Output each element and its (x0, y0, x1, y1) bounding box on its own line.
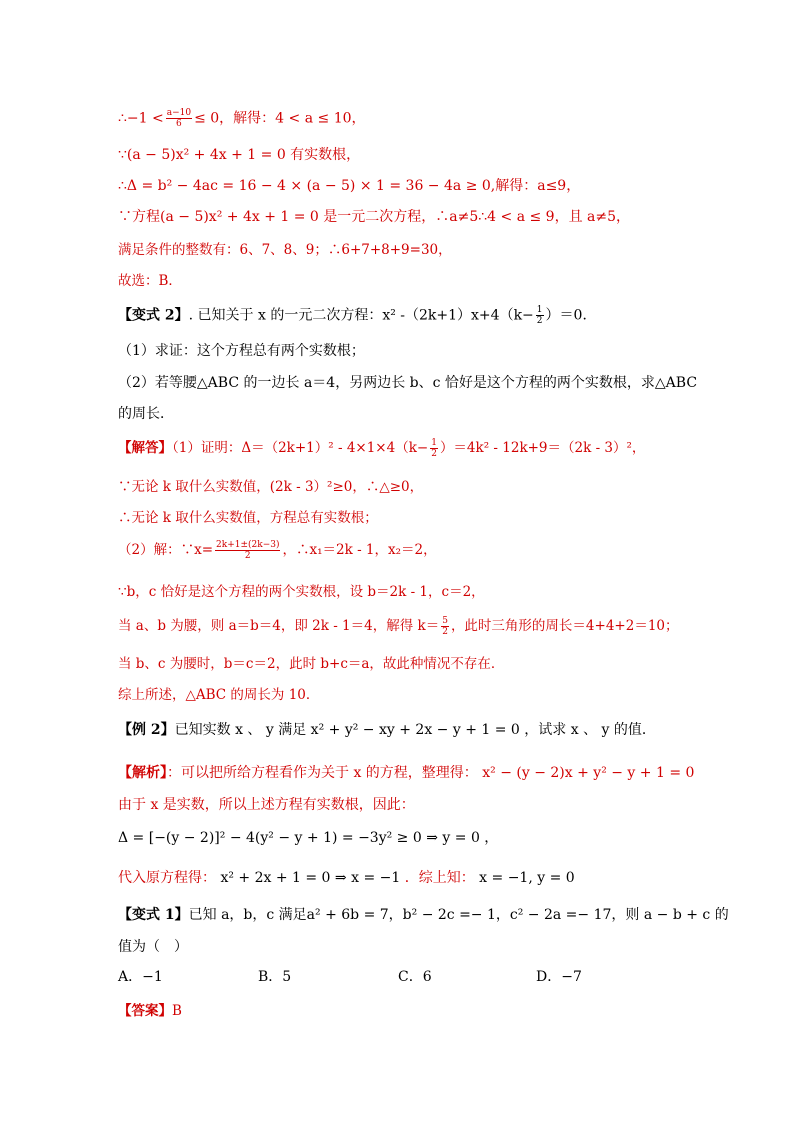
solution-line-1 (118, 108, 694, 129)
answer-line-6 (118, 616, 694, 637)
answer-line-2: ∵无论 k 取什么实数值，(2k - 3）²≥0，∴△≥0， (118, 479, 424, 495)
text-segment: 代入原方程得： (118, 870, 216, 886)
answer-line-3: ∴无论 k 取什么实数值，方程总有实数根； (118, 510, 378, 526)
solution-line-2: ∵(a − 5)x² + 4x + 1 = 0 有实数根， (118, 147, 361, 163)
choice-a: A．−1 (118, 969, 163, 985)
text-segment: x² + 2x + 1 = 0 ⇒ x = −1 (216, 870, 405, 886)
solution-line-6: 故选：B． (118, 273, 182, 289)
solution-line-3: ∴Δ = b² − 4ac = 16 − 4 × (a − 5) × 1 = 36 − 4a ≥ 0,解得：a≤9， (118, 178, 581, 194)
choice-b: B．5 (258, 969, 292, 985)
text-segment: （2）解：∵x= (118, 542, 214, 558)
example-label: 【例 2】 (118, 722, 175, 738)
answer-label: 【解答】 (118, 440, 172, 456)
fraction-denominator: 2 (442, 627, 448, 637)
fraction (441, 616, 449, 637)
fraction (430, 438, 438, 459)
choice-c: C．6 (398, 969, 432, 985)
fraction-numerator: 2k+1±(2k−3) (216, 540, 280, 550)
text-segment: ∴−1 < (118, 110, 164, 127)
analysis-line-2: 由于 x 是实数，所以上述方程有实数根，因此： (118, 797, 415, 813)
fraction-denominator: 2 (536, 316, 543, 326)
text-segment: （1）证明：Δ＝（2k+1）² - 4×1×4（k− (172, 440, 429, 456)
fraction (215, 540, 280, 561)
text-segment: 已知 a，b，c 满足a² + 6b = 7，b² − 2c =− 1，c² − 2a =− 17，则 a − b + c 的 (188, 907, 729, 923)
variant-2-question (118, 305, 694, 326)
text-segment: . 已知关于 x 的一元二次方程：x² -（2k+1）x+4（k− (188, 307, 534, 324)
analysis-label: 【解析】 (118, 765, 167, 781)
answer-line-8: 综上所述，△ABC 的周长为 10． (118, 687, 320, 703)
fraction-numerator: a−10 (166, 108, 192, 118)
analysis-line-1 (118, 763, 694, 783)
variant-1-question-line-2: 值为（ ） (118, 939, 188, 955)
answer-line-4 (118, 540, 694, 561)
variant-1-question-line-1 (118, 905, 729, 925)
example-2-question (118, 720, 694, 740)
text-segment: ，此时三角形的周长＝4+4+2＝10； (450, 618, 679, 634)
fraction-numerator: 1 (536, 305, 543, 315)
sub-question-2-line-2: 的周长． (118, 406, 174, 422)
analysis-line-4 (118, 868, 694, 888)
answer-label: 【答案】 (118, 1003, 172, 1019)
solution-line-4: ∵方程(a − 5)x² + 4x + 1 = 0 是一元二次方程，∴a≠5∴4 < a ≤ 9，且 a≠5， (118, 209, 631, 225)
text-segment: ：可以把所给方程看作为关于 x 的方程，整理得： x² − (y − 2)x + y² − y + 1 = 0 (167, 765, 695, 781)
analysis-line-3: Δ = [−(y − 2)]² − 4(y² − y + 1) = −3y² ≥ 0 ⇒ y = 0 ， (118, 830, 499, 846)
sub-question-2-line-1: （2）若等腰△ABC 的一边长 a＝4，另两边长 b、c 恰好是这个方程的两个实数根，求△ABC (118, 375, 698, 391)
answer-line-5: ∵b，c 恰好是这个方程的两个实数根，设 b＝2k - 1，c＝2， (118, 584, 485, 600)
fraction-denominator: 6 (176, 119, 182, 129)
fraction-numerator: 1 (431, 438, 437, 448)
solution-line-5: 满足条件的整数有：6、7、8、9；∴6+7+8+9=30， (118, 242, 452, 258)
answer-line (118, 1001, 694, 1021)
answer-line-7: 当 b、c 为腰时，b＝c＝2，此时 b+c＝a，故此种情况不存在． (118, 656, 505, 672)
text-segment: ，∴x₁＝2k - 1，x₂＝2， (282, 542, 437, 558)
text-segment: ）＝4k² - 12k+9＝（2k - 3）²， (439, 440, 646, 456)
choice-d: D．−7 (536, 969, 582, 985)
text-segment: ）＝0． (545, 307, 597, 324)
variant-label: 【变式 1】 (118, 907, 189, 923)
text-segment: 当 a、b 为腰，则 a＝b＝4，即 2k - 1＝4，解得 k＝ (118, 618, 440, 634)
fraction (166, 108, 192, 129)
answer-line-1 (118, 438, 694, 459)
fraction-denominator: 2 (431, 449, 437, 459)
sub-question-1: （1）求证：这个方程总有两个实数根； (118, 343, 365, 359)
fraction (536, 305, 544, 326)
fraction-numerator: 5 (442, 616, 448, 626)
text-segment: ≤ 0，解得：4 < a ≤ 10， (194, 110, 366, 127)
fraction-denominator: 2 (244, 551, 251, 561)
text-segment: x = −1, y = 0 (474, 870, 575, 886)
text-segment: ．综上知： (404, 870, 475, 886)
text-segment: 已知实数 x 、 y 满足 x² + y² − xy + 2x − y + 1 = 0 ，试求 x 、 y 的值． (174, 722, 656, 738)
answer-value: B (172, 1003, 182, 1019)
variant-label: 【变式 2】 (118, 307, 189, 324)
